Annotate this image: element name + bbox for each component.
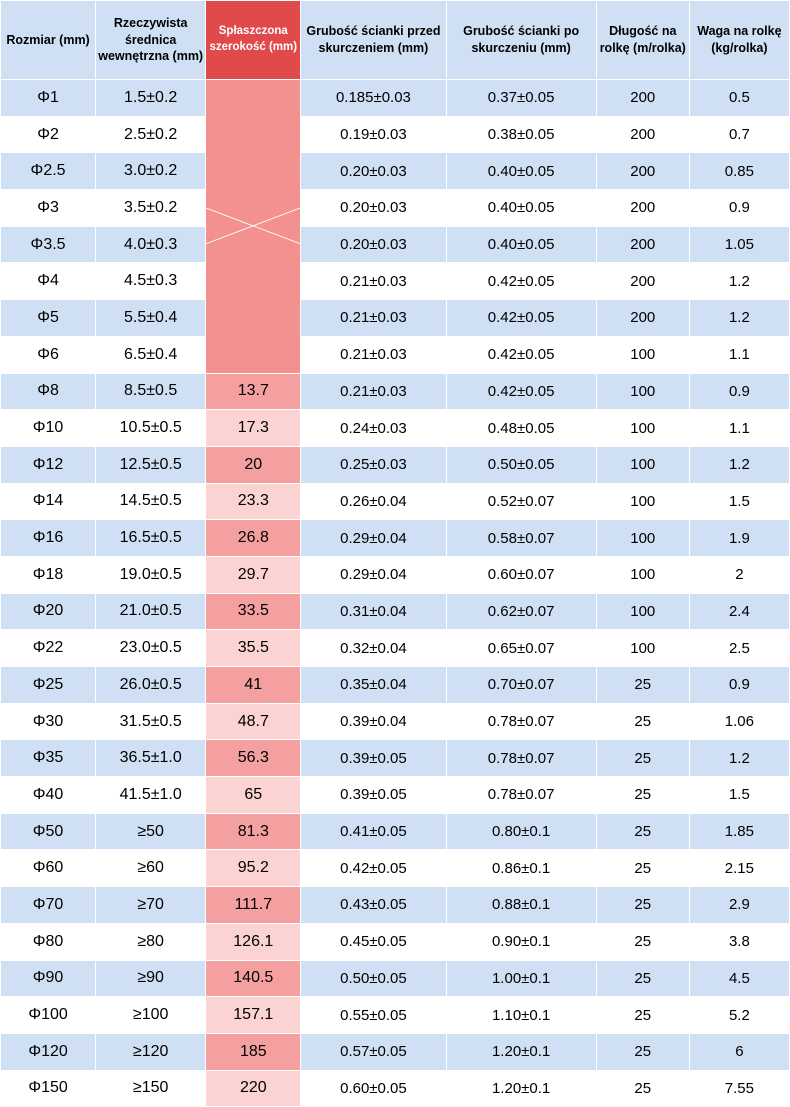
table-row bbox=[1, 263, 790, 300]
table-row bbox=[1, 336, 790, 373]
cell-flattened-width: 29.7 bbox=[206, 556, 301, 593]
table-row bbox=[1, 1070, 790, 1107]
cell-wall-thickness-before: 0.29±0.04 bbox=[301, 556, 446, 593]
cell-flattened-width: 13.7 bbox=[206, 373, 301, 410]
cell-length-per-roll: 25 bbox=[596, 887, 689, 924]
cell-size: Φ2 bbox=[1, 116, 96, 153]
cell-wall-thickness-before: 0.20±0.03 bbox=[301, 190, 446, 227]
cell-flattened-width: 41 bbox=[206, 667, 301, 704]
cell-wall-thickness-after: 0.42±0.05 bbox=[446, 300, 596, 337]
cell-length-per-roll: 25 bbox=[596, 740, 689, 777]
cell-flattened-width: 95.2 bbox=[206, 850, 301, 887]
cell-flattened-width: 185 bbox=[206, 1033, 301, 1070]
cell-inner-diameter: 3.0±0.2 bbox=[96, 153, 206, 190]
cell-size: Φ60 bbox=[1, 850, 96, 887]
cell-weight-per-roll: 0.9 bbox=[689, 667, 789, 704]
cell-inner-diameter: 36.5±1.0 bbox=[96, 740, 206, 777]
cell-wall-thickness-after: 0.48±0.05 bbox=[446, 410, 596, 447]
cell-size: Φ3 bbox=[1, 190, 96, 227]
cell-wall-thickness-after: 0.65±0.07 bbox=[446, 630, 596, 667]
cell-size: Φ25 bbox=[1, 667, 96, 704]
cell-weight-per-roll: 1.2 bbox=[689, 300, 789, 337]
header-weight-per-roll: Waga na rolkę (kg/rolka) bbox=[689, 1, 789, 80]
cell-size: Φ80 bbox=[1, 923, 96, 960]
cell-length-per-roll: 200 bbox=[596, 80, 689, 117]
cell-wall-thickness-after: 0.40±0.05 bbox=[446, 153, 596, 190]
cell-weight-per-roll: 2.5 bbox=[689, 630, 789, 667]
cell-wall-thickness-after: 0.80±0.1 bbox=[446, 813, 596, 850]
table-row bbox=[1, 446, 790, 483]
table-body bbox=[1, 80, 790, 1107]
cell-wall-thickness-before: 0.57±0.05 bbox=[301, 1033, 446, 1070]
cell-inner-diameter: 4.0±0.3 bbox=[96, 226, 206, 263]
cell-size: Φ22 bbox=[1, 630, 96, 667]
cell-weight-per-roll: 0.9 bbox=[689, 190, 789, 227]
cell-length-per-roll: 25 bbox=[596, 923, 689, 960]
cell-wall-thickness-before: 0.25±0.03 bbox=[301, 446, 446, 483]
cell-wall-thickness-after: 0.50±0.05 bbox=[446, 446, 596, 483]
table-row bbox=[1, 116, 790, 153]
cell-inner-diameter: 4.5±0.3 bbox=[96, 263, 206, 300]
cell-wall-thickness-before: 0.42±0.05 bbox=[301, 850, 446, 887]
cell-wall-thickness-after: 0.60±0.07 bbox=[446, 556, 596, 593]
cell-wall-thickness-after: 0.78±0.07 bbox=[446, 703, 596, 740]
table-row bbox=[1, 226, 790, 263]
cell-flattened-width: 26.8 bbox=[206, 520, 301, 557]
cell-flattened-width: 23.3 bbox=[206, 483, 301, 520]
cell-weight-per-roll: 1.1 bbox=[689, 336, 789, 373]
cell-wall-thickness-before: 0.60±0.05 bbox=[301, 1070, 446, 1107]
cell-length-per-roll: 100 bbox=[596, 630, 689, 667]
cell-wall-thickness-after: 1.00±0.1 bbox=[446, 960, 596, 997]
cell-wall-thickness-after: 1.20±0.1 bbox=[446, 1033, 596, 1070]
cell-wall-thickness-before: 0.20±0.03 bbox=[301, 153, 446, 190]
cell-weight-per-roll: 1.85 bbox=[689, 813, 789, 850]
cell-weight-per-roll: 1.2 bbox=[689, 446, 789, 483]
cell-length-per-roll: 200 bbox=[596, 116, 689, 153]
cell-weight-per-roll: 0.7 bbox=[689, 116, 789, 153]
cell-inner-diameter: ≥150 bbox=[96, 1070, 206, 1107]
cell-inner-diameter: ≥80 bbox=[96, 923, 206, 960]
cell-flattened-width: 17.3 bbox=[206, 410, 301, 447]
cell-flattened-width-not-applicable bbox=[206, 80, 301, 374]
cell-weight-per-roll: 2 bbox=[689, 556, 789, 593]
cell-weight-per-roll: 0.9 bbox=[689, 373, 789, 410]
cell-flattened-width: 20 bbox=[206, 446, 301, 483]
cell-weight-per-roll: 5.2 bbox=[689, 997, 789, 1034]
cell-flattened-width: 81.3 bbox=[206, 813, 301, 850]
cell-inner-diameter: 16.5±0.5 bbox=[96, 520, 206, 557]
cell-wall-thickness-before: 0.20±0.03 bbox=[301, 226, 446, 263]
cell-flattened-width: 140.5 bbox=[206, 960, 301, 997]
cell-wall-thickness-after: 0.42±0.05 bbox=[446, 373, 596, 410]
table-row bbox=[1, 483, 790, 520]
table-row bbox=[1, 850, 790, 887]
cell-wall-thickness-before: 0.50±0.05 bbox=[301, 960, 446, 997]
cell-length-per-roll: 200 bbox=[596, 153, 689, 190]
cell-flattened-width: 65 bbox=[206, 777, 301, 814]
cell-wall-thickness-before: 0.41±0.05 bbox=[301, 813, 446, 850]
cell-length-per-roll: 200 bbox=[596, 300, 689, 337]
cell-flattened-width: 157.1 bbox=[206, 997, 301, 1034]
cell-inner-diameter: ≥70 bbox=[96, 887, 206, 924]
cell-inner-diameter: ≥120 bbox=[96, 1033, 206, 1070]
cell-size: Φ70 bbox=[1, 887, 96, 924]
cell-inner-diameter: ≥90 bbox=[96, 960, 206, 997]
header-wall-thickness-before: Grubość ścianki przed skurczeniem (mm) bbox=[301, 1, 446, 80]
table-row bbox=[1, 520, 790, 557]
cell-wall-thickness-before: 0.24±0.03 bbox=[301, 410, 446, 447]
cell-length-per-roll: 100 bbox=[596, 483, 689, 520]
cell-inner-diameter: 12.5±0.5 bbox=[96, 446, 206, 483]
table-row bbox=[1, 1033, 790, 1070]
cell-size: Φ8 bbox=[1, 373, 96, 410]
table-row bbox=[1, 813, 790, 850]
cell-length-per-roll: 200 bbox=[596, 190, 689, 227]
cell-length-per-roll: 100 bbox=[596, 336, 689, 373]
cell-wall-thickness-before: 0.32±0.04 bbox=[301, 630, 446, 667]
cell-wall-thickness-after: 0.70±0.07 bbox=[446, 667, 596, 704]
cell-wall-thickness-before: 0.39±0.04 bbox=[301, 703, 446, 740]
cell-size: Φ3.5 bbox=[1, 226, 96, 263]
cell-inner-diameter: ≥60 bbox=[96, 850, 206, 887]
cell-wall-thickness-after: 0.37±0.05 bbox=[446, 80, 596, 117]
cell-length-per-roll: 200 bbox=[596, 263, 689, 300]
cell-length-per-roll: 100 bbox=[596, 373, 689, 410]
table-row bbox=[1, 373, 790, 410]
header-wall-thickness-after: Grubość ścianki po skurczeniu (mm) bbox=[446, 1, 596, 80]
cell-wall-thickness-after: 0.40±0.05 bbox=[446, 190, 596, 227]
table-row bbox=[1, 777, 790, 814]
cell-size: Φ4 bbox=[1, 263, 96, 300]
cell-inner-diameter: 14.5±0.5 bbox=[96, 483, 206, 520]
header-inner-diameter: Rzeczywista średnica wewnętrzna (mm) bbox=[96, 1, 206, 80]
cell-length-per-roll: 100 bbox=[596, 593, 689, 630]
cell-size: Φ1 bbox=[1, 80, 96, 117]
cell-weight-per-roll: 2.15 bbox=[689, 850, 789, 887]
cell-length-per-roll: 25 bbox=[596, 703, 689, 740]
cell-size: Φ2.5 bbox=[1, 153, 96, 190]
table-row bbox=[1, 703, 790, 740]
cell-weight-per-roll: 1.2 bbox=[689, 263, 789, 300]
cell-weight-per-roll: 6 bbox=[689, 1033, 789, 1070]
cell-size: Φ30 bbox=[1, 703, 96, 740]
table-row bbox=[1, 740, 790, 777]
cell-wall-thickness-after: 0.42±0.05 bbox=[446, 336, 596, 373]
cell-weight-per-roll: 7.55 bbox=[689, 1070, 789, 1107]
cell-weight-per-roll: 2.4 bbox=[689, 593, 789, 630]
cell-inner-diameter: 10.5±0.5 bbox=[96, 410, 206, 447]
cell-inner-diameter: 8.5±0.5 bbox=[96, 373, 206, 410]
cell-size: Φ120 bbox=[1, 1033, 96, 1070]
cell-inner-diameter: 23.0±0.5 bbox=[96, 630, 206, 667]
cell-length-per-roll: 100 bbox=[596, 446, 689, 483]
cell-flattened-width: 48.7 bbox=[206, 703, 301, 740]
cell-wall-thickness-after: 1.20±0.1 bbox=[446, 1070, 596, 1107]
cell-inner-diameter: 6.5±0.4 bbox=[96, 336, 206, 373]
cell-weight-per-roll: 4.5 bbox=[689, 960, 789, 997]
cell-flattened-width: 56.3 bbox=[206, 740, 301, 777]
cell-size: Φ20 bbox=[1, 593, 96, 630]
cell-size: Φ90 bbox=[1, 960, 96, 997]
cell-length-per-roll: 25 bbox=[596, 960, 689, 997]
cell-wall-thickness-before: 0.39±0.05 bbox=[301, 740, 446, 777]
cell-inner-diameter: 5.5±0.4 bbox=[96, 300, 206, 337]
cell-wall-thickness-after: 0.62±0.07 bbox=[446, 593, 596, 630]
cell-weight-per-roll: 2.9 bbox=[689, 887, 789, 924]
cell-weight-per-roll: 1.2 bbox=[689, 740, 789, 777]
table-row bbox=[1, 153, 790, 190]
cell-size: Φ16 bbox=[1, 520, 96, 557]
cell-wall-thickness-after: 1.10±0.1 bbox=[446, 997, 596, 1034]
cell-wall-thickness-after: 0.86±0.1 bbox=[446, 850, 596, 887]
header-size: Rozmiar (mm) bbox=[1, 1, 96, 80]
cell-wall-thickness-after: 0.88±0.1 bbox=[446, 887, 596, 924]
cell-inner-diameter: ≥50 bbox=[96, 813, 206, 850]
header-row bbox=[1, 1, 790, 80]
cell-wall-thickness-before: 0.26±0.04 bbox=[301, 483, 446, 520]
cell-inner-diameter: 19.0±0.5 bbox=[96, 556, 206, 593]
cell-length-per-roll: 25 bbox=[596, 997, 689, 1034]
cell-inner-diameter: ≥100 bbox=[96, 997, 206, 1034]
cell-weight-per-roll: 1.05 bbox=[689, 226, 789, 263]
cell-weight-per-roll: 1.1 bbox=[689, 410, 789, 447]
cell-wall-thickness-after: 0.40±0.05 bbox=[446, 226, 596, 263]
table-row bbox=[1, 190, 790, 227]
cell-inner-diameter: 2.5±0.2 bbox=[96, 116, 206, 153]
cell-flattened-width: 35.5 bbox=[206, 630, 301, 667]
cell-wall-thickness-after: 0.90±0.1 bbox=[446, 923, 596, 960]
cell-weight-per-roll: 0.5 bbox=[689, 80, 789, 117]
table-header bbox=[1, 1, 790, 80]
table-row bbox=[1, 593, 790, 630]
table-row bbox=[1, 960, 790, 997]
cell-wall-thickness-before: 0.21±0.03 bbox=[301, 373, 446, 410]
cell-wall-thickness-before: 0.185±0.03 bbox=[301, 80, 446, 117]
cell-inner-diameter: 26.0±0.5 bbox=[96, 667, 206, 704]
cell-weight-per-roll: 1.9 bbox=[689, 520, 789, 557]
cell-wall-thickness-before: 0.55±0.05 bbox=[301, 997, 446, 1034]
table-row bbox=[1, 997, 790, 1034]
cell-flattened-width: 126.1 bbox=[206, 923, 301, 960]
cell-length-per-roll: 25 bbox=[596, 1070, 689, 1107]
cell-size: Φ5 bbox=[1, 300, 96, 337]
cell-wall-thickness-after: 0.78±0.07 bbox=[446, 740, 596, 777]
table-row bbox=[1, 556, 790, 593]
cell-wall-thickness-before: 0.19±0.03 bbox=[301, 116, 446, 153]
cell-size: Φ150 bbox=[1, 1070, 96, 1107]
cell-weight-per-roll: 0.85 bbox=[689, 153, 789, 190]
table-row bbox=[1, 80, 790, 117]
cell-wall-thickness-before: 0.45±0.05 bbox=[301, 923, 446, 960]
cell-length-per-roll: 25 bbox=[596, 813, 689, 850]
cell-inner-diameter: 31.5±0.5 bbox=[96, 703, 206, 740]
cell-flattened-width: 33.5 bbox=[206, 593, 301, 630]
cell-wall-thickness-after: 0.58±0.07 bbox=[446, 520, 596, 557]
cell-length-per-roll: 100 bbox=[596, 410, 689, 447]
cell-inner-diameter: 3.5±0.2 bbox=[96, 190, 206, 227]
cell-size: Φ6 bbox=[1, 336, 96, 373]
table-row bbox=[1, 887, 790, 924]
cell-wall-thickness-after: 0.78±0.07 bbox=[446, 777, 596, 814]
cell-size: Φ18 bbox=[1, 556, 96, 593]
cell-wall-thickness-before: 0.29±0.04 bbox=[301, 520, 446, 557]
cell-size: Φ40 bbox=[1, 777, 96, 814]
cell-wall-thickness-after: 0.38±0.05 bbox=[446, 116, 596, 153]
cell-inner-diameter: 41.5±1.0 bbox=[96, 777, 206, 814]
cell-inner-diameter: 1.5±0.2 bbox=[96, 80, 206, 117]
cell-length-per-roll: 25 bbox=[596, 850, 689, 887]
cell-wall-thickness-before: 0.31±0.04 bbox=[301, 593, 446, 630]
cell-weight-per-roll: 1.5 bbox=[689, 777, 789, 814]
cell-wall-thickness-before: 0.39±0.05 bbox=[301, 777, 446, 814]
cell-length-per-roll: 25 bbox=[596, 1033, 689, 1070]
table-row bbox=[1, 667, 790, 704]
cell-wall-thickness-before: 0.21±0.03 bbox=[301, 336, 446, 373]
cell-wall-thickness-before: 0.43±0.05 bbox=[301, 887, 446, 924]
cell-length-per-roll: 100 bbox=[596, 556, 689, 593]
cell-length-per-roll: 200 bbox=[596, 226, 689, 263]
header-length-per-roll: Długość na rolkę (m/rolka) bbox=[596, 1, 689, 80]
table-row bbox=[1, 410, 790, 447]
table-row bbox=[1, 923, 790, 960]
cell-weight-per-roll: 1.06 bbox=[689, 703, 789, 740]
table-row bbox=[1, 630, 790, 667]
cell-size: Φ10 bbox=[1, 410, 96, 447]
cell-size: Φ50 bbox=[1, 813, 96, 850]
cell-length-per-roll: 100 bbox=[596, 520, 689, 557]
cell-wall-thickness-before: 0.21±0.03 bbox=[301, 263, 446, 300]
cell-length-per-roll: 25 bbox=[596, 667, 689, 704]
cell-wall-thickness-after: 0.42±0.05 bbox=[446, 263, 596, 300]
cell-inner-diameter: 21.0±0.5 bbox=[96, 593, 206, 630]
cell-size: Φ14 bbox=[1, 483, 96, 520]
cell-wall-thickness-before: 0.21±0.03 bbox=[301, 300, 446, 337]
cell-flattened-width: 220 bbox=[206, 1070, 301, 1107]
cell-wall-thickness-after: 0.52±0.07 bbox=[446, 483, 596, 520]
header-flattened-width: Spłaszczona szerokość (mm) bbox=[206, 1, 301, 80]
cell-size: Φ100 bbox=[1, 997, 96, 1034]
cell-length-per-roll: 25 bbox=[596, 777, 689, 814]
cell-weight-per-roll: 3.8 bbox=[689, 923, 789, 960]
cell-wall-thickness-before: 0.35±0.04 bbox=[301, 667, 446, 704]
cell-weight-per-roll: 1.5 bbox=[689, 483, 789, 520]
cell-size: Φ12 bbox=[1, 446, 96, 483]
cell-size: Φ35 bbox=[1, 740, 96, 777]
table-row bbox=[1, 300, 790, 337]
cell-flattened-width: 111.7 bbox=[206, 887, 301, 924]
